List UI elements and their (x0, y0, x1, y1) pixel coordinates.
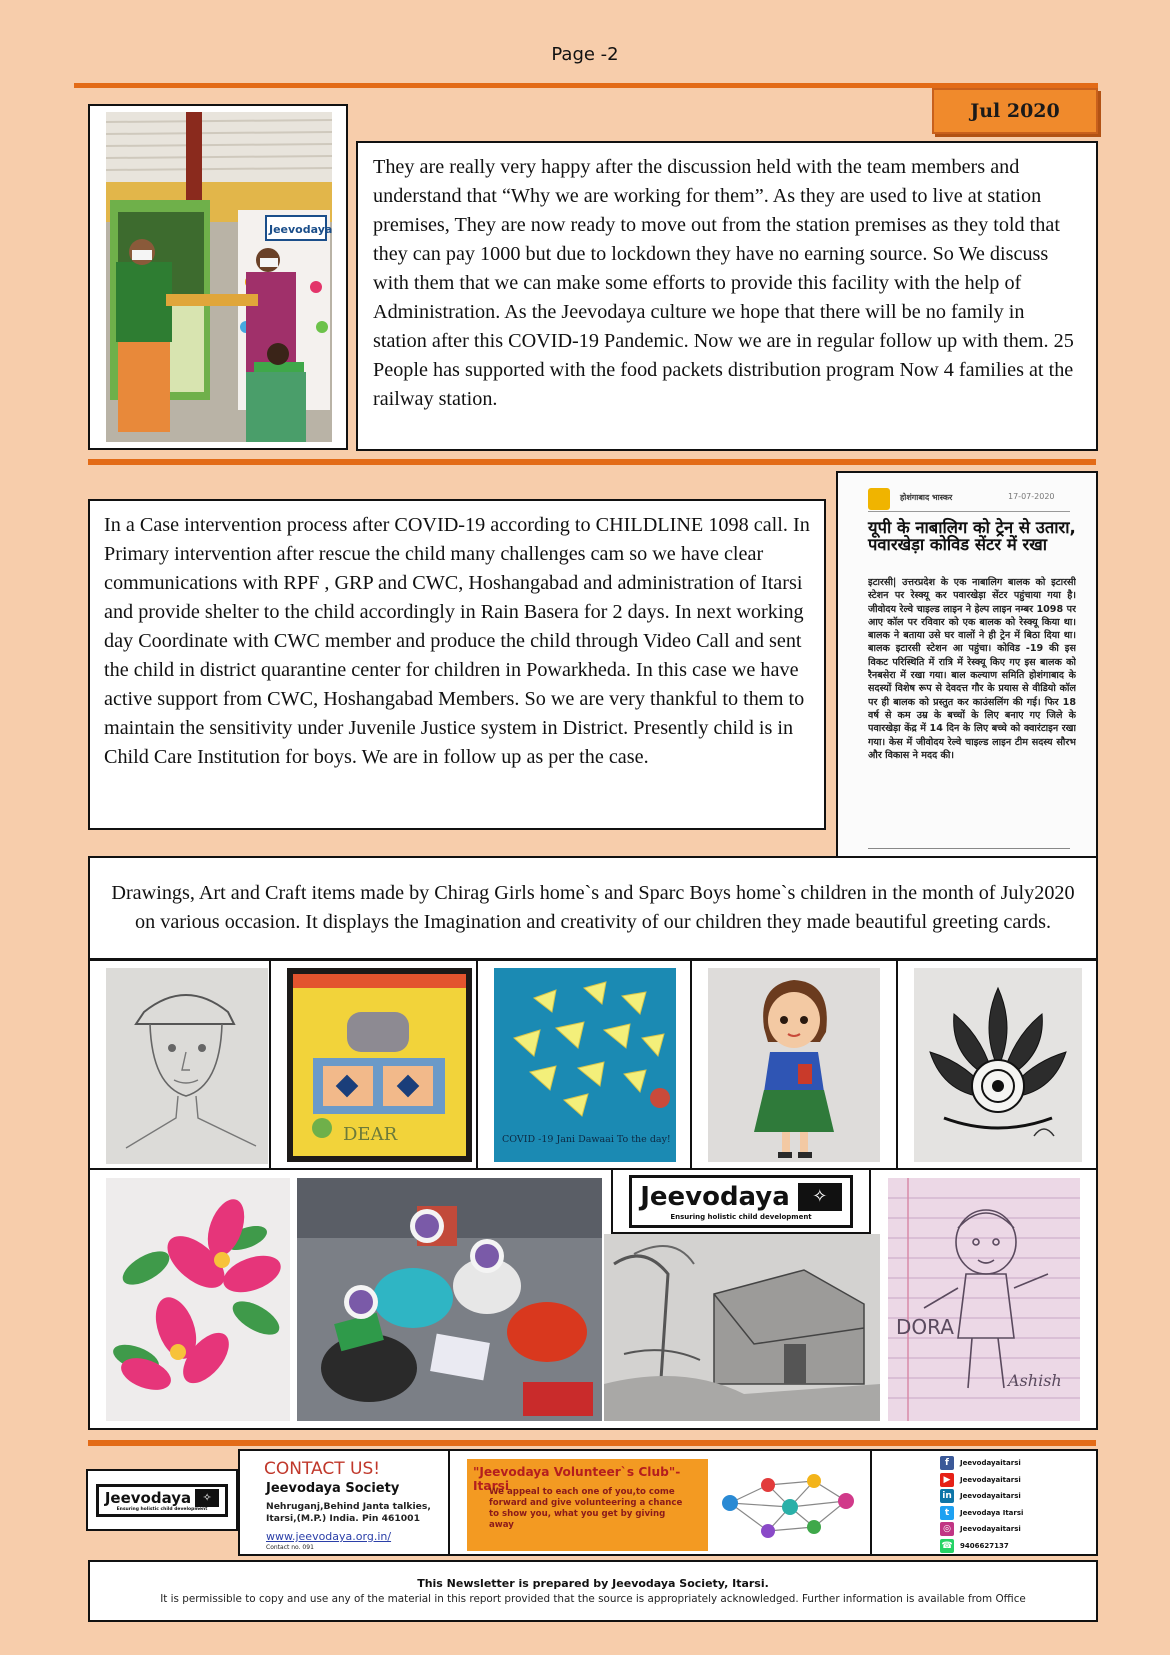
footer-divider-b (870, 1449, 872, 1556)
volunteer-club-text: We appeal to each one of you,to come forward and give volunteering a chance to show you, what you get by giving away (489, 1487, 683, 1530)
contact-number: Contact no. 091 (266, 1544, 314, 1551)
volunteer-network-graphic (710, 1457, 864, 1553)
facebook-icon: f (940, 1456, 954, 1470)
case-text-box (88, 499, 826, 830)
drawing-signature: Ashish (1008, 1371, 1062, 1390)
card-text-covid: COVID -19 Jani Dawaai To the day! (502, 1134, 671, 1145)
footer-hands-logo-icon: ✧ (195, 1489, 219, 1507)
social-label: Jeevodayaitarsi (960, 1459, 1021, 1468)
card-text-dear: DEAR (343, 1124, 398, 1145)
yellow-greeting-card (287, 968, 472, 1162)
divider-2 (88, 1440, 1096, 1446)
follow-up-text-box (356, 141, 1098, 451)
newspaper-logo-icon (868, 488, 890, 510)
volunteer-club-title: "Jeevodaya Volunteer`s Club"-Itarsi (473, 1465, 681, 1493)
divider-1 (88, 459, 1096, 465)
gallery-logo-box (611, 1168, 871, 1234)
children-art-activity-photo (297, 1178, 602, 1421)
footer-logo-box (86, 1469, 238, 1531)
instagram-icon: ◎ (940, 1522, 954, 1536)
newspaper-name: होशंगाबाद भास्कर (900, 493, 953, 502)
clipping-date: 17-07-2020 (1008, 492, 1055, 501)
clipping-bottom-rule (868, 848, 1070, 849)
social-label: Jeevodayaitarsi (960, 1525, 1021, 1534)
contact-website-link[interactable]: www.jeevodaya.org.in/ (266, 1530, 392, 1543)
clipping-headline: यूपी के नाबालिग को ट्रेन से उतारा, पवारखेड़ा कोविड सेंटर में रखा (868, 518, 1076, 554)
girl-drawing (708, 968, 880, 1162)
gallery-caption-box (88, 856, 1098, 960)
contact-address-1: Nehruganj,Behind Janta talkies, (266, 1501, 431, 1512)
social-item-linkedin[interactable] (940, 1488, 1080, 1505)
page-number: Page -2 (551, 44, 619, 65)
jeevodaya-logo (629, 1175, 853, 1228)
distribution-photo-frame (88, 104, 348, 450)
social-list (940, 1455, 1080, 1554)
footer-logo (96, 1484, 228, 1517)
social-label: Jeevodayaitarsi (960, 1492, 1021, 1501)
social-item-facebook[interactable] (940, 1455, 1080, 1472)
social-item-instagram[interactable] (940, 1521, 1080, 1538)
linkedin-icon: in (940, 1489, 954, 1503)
contact-address-2: Itarsi,(M.P.) India. Pin 461001 (266, 1513, 420, 1524)
contact-org: Jeevodaya Society (266, 1481, 400, 1496)
social-item-youtube[interactable] (940, 1472, 1080, 1489)
contact-heading: CONTACT US! (264, 1459, 381, 1479)
footer-logo-row (105, 1489, 219, 1507)
dora-label: DORA (896, 1315, 954, 1339)
social-item-whatsapp[interactable] (940, 1538, 1080, 1555)
disclaimer-box (88, 1560, 1098, 1622)
disclaimer-text: It is permissible to copy and use any of the material in this report provided that the source is appropriately acknowledged. Further information is available from Office (160, 1593, 1026, 1605)
twitter-icon: t (940, 1506, 954, 1520)
dora-sketch-drawing (888, 1178, 1080, 1421)
pencil-landscape-drawing (604, 1234, 880, 1421)
jeevodaya-logo-row (640, 1182, 842, 1212)
clipping-rule (868, 511, 1070, 512)
case-paragraph: In a Case intervention process after COVID-19 according to CHILDLINE 1098 call. In Primary intervention after rescue the child many challenges cam so we have clear communications with RPF , GRP and CWC, Hoshangabad and administration of Itarsi and provide shelter to the child accordingly in Rain Basera for 2 days. In next working day Coordinate with CWC member and produce the child through Video Call and sent the child in district quarantine center for children in Powarkheda. In this case we have active support from CWC, Hoshangabad Members. So we are very thankful to them to maintain the sensitivity under Juvenile Justice system in District. Presently child is in Child Care Institution for boys. We are in follow up as per the case. (104, 514, 810, 768)
social-label: Jeevodayaitarsi (960, 1475, 1021, 1484)
disclaimer-title: This Newsletter is prepared by Jeevodaya Society, Itarsi. (417, 1577, 769, 1590)
social-label: Jeevodaya Itarsi (960, 1508, 1024, 1517)
distribution-photo-art (106, 112, 332, 442)
logo-tagline: Ensuring holistic child development (670, 1212, 812, 1221)
banner-brand-text: Jeevodaya (269, 223, 332, 236)
logo-name: Jeevodaya (640, 1181, 790, 1212)
date-badge: Jul 2020 (932, 88, 1098, 134)
follow-up-paragraph: They are really very happy after the discussion held with the team members and understand that “Why we are working for them”. As they are used to live at station premises, They are now ready to move out from the station premises as they told that they can pay 1000 but due to lockdown they have no earning source. So We discuss with them that we can make some efforts to provide this facility with the help of Administration. As the Jeevodaya culture we hope that there will be no family in station after this COVID-19 Pandemic. Now we are in regular follow up with them. 25 People has supported with the food packets distribution program Now 4 families at the railway station. (373, 156, 1074, 410)
pencil-portrait-drawing (106, 968, 268, 1164)
footer-logo-name: Jeevodaya (104, 1488, 192, 1507)
footer-logo-tagline: Ensuring holistic child development (116, 1506, 208, 1512)
mandala-lotus-drawing (914, 968, 1082, 1162)
volunteer-club-panel (467, 1459, 708, 1551)
blue-origami-card (494, 968, 676, 1162)
distribution-photo (106, 112, 332, 442)
youtube-icon: ▶ (940, 1473, 954, 1487)
gallery-caption: Drawings, Art and Craft items made by Chirag Girls home`s and Sparc Boys home`s children in the month of July2020 on various occasion. It displays the Imagination and creativity of our children they made beautiful greeting cards. (111, 882, 1075, 933)
newspaper-clipping (836, 471, 1098, 858)
social-label: 9406627137 (960, 1541, 1009, 1550)
footer-divider-a (448, 1449, 450, 1556)
whatsapp-icon: ☎ (941, 1540, 953, 1551)
social-item-twitter[interactable] (940, 1505, 1080, 1522)
hands-logo-icon: ✧ (798, 1183, 842, 1211)
clipping-body: इटारसी| उत्तरप्रदेश के एक नाबालिग बालक को इटारसी स्टेशन पर रेस्क्यू कर पवारखेड़ा सेंटर पहुंचाया गया है। जीवोदय रेल्वे चाइल्ड लाइन ने हेल्प लाइन नम्बर 1098 पर आए कॉल पर रविवार को एक बालक को रेस्क्यू किया था। बालक ने बताया उसे घर वालों ने ही ट्रेन में बिठा दिया था। बालक इटारसी स्टेशन आ पहुंचा। कोविड -19 की इस विकट परिस्थिति में रात्रि में रेस्क्यू किए गए इस बालक को रैनबसेरा में रखा गया। बाल कल्याण समिति होशंगाबाद के सदस्यों विशेष रूप से देवदत्त गौर के प्रयास से वीडियो कॉल पर ही बालक को प्रस्तुत कर काउंसलिंग की गई। फिर 18 वर्ष से कम उम्र के बच्चों के लिए बनाए गए जिले के पवारखेड़ा केंद्र में 14 दिन के लिए बच्चे को क्वारंटाइन रखा गया। केस में जीवोदय रेल्वे चाइल्ड लाइन टीम सदस्य सौरभ और विकास ने मदद की। (868, 577, 1076, 761)
pink-flower-drawing (106, 1178, 290, 1421)
